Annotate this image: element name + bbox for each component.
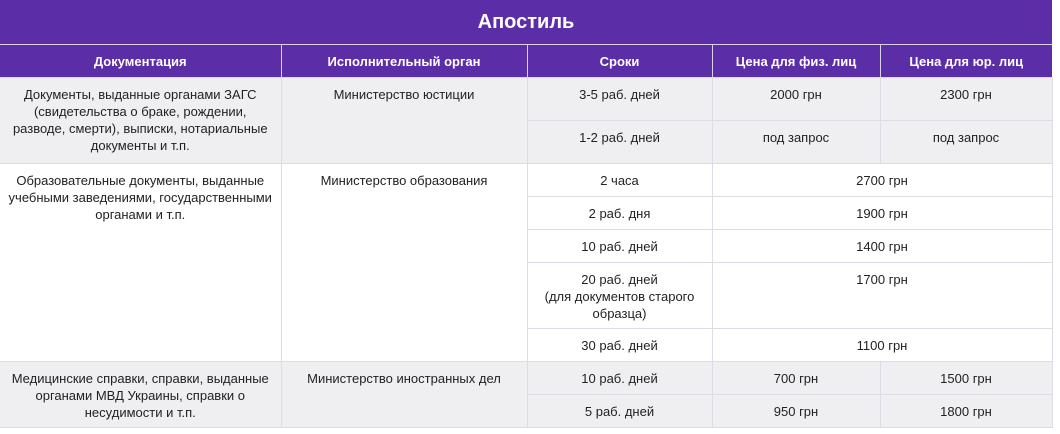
- term-cell: 5 раб. дней: [527, 395, 712, 428]
- table-title: Апостиль: [0, 0, 1052, 44]
- price-common-cell: 2700 грн: [712, 164, 1052, 197]
- price-individual-cell: 950 грн: [712, 395, 880, 428]
- documents-cell: Медицинские справки, справки, выданные органами МВД Украины, справки о несудимости и т.п.: [0, 362, 281, 428]
- price-legal-cell: 2300 грн: [880, 78, 1052, 121]
- documents-cell: Документы, выданные органами ЗАГС (свидетельства о браке, рождении, разводе, смерти), выписки, нотариальные документы и т.п.: [0, 78, 281, 164]
- term-cell: 10 раб. дней: [527, 362, 712, 395]
- term-cell: 1-2 раб. дней: [527, 121, 712, 164]
- price-table: [0, 44, 1053, 428]
- term-cell: 2 часа: [527, 164, 712, 197]
- price-individual-cell: 2000 грн: [712, 78, 880, 121]
- table-row: [0, 164, 1052, 197]
- price-legal-cell: под запрос: [880, 121, 1052, 164]
- term-cell: 30 раб. дней: [527, 329, 712, 362]
- header-row: [0, 45, 1052, 78]
- header-documentation: Документация: [0, 45, 281, 78]
- header-authority: Исполнительный орган: [281, 45, 527, 78]
- authority-cell: Министерство юстиции: [281, 78, 527, 164]
- header-term: Сроки: [527, 45, 712, 78]
- price-common-cell: 1100 грн: [712, 329, 1052, 362]
- price-common-cell: 1400 грн: [712, 230, 1052, 263]
- table-row: [0, 78, 1052, 121]
- authority-cell: Министерство образования: [281, 164, 527, 362]
- term-cell: 3-5 раб. дней: [527, 78, 712, 121]
- table-row: [0, 362, 1052, 395]
- price-individual-cell: 700 грн: [712, 362, 880, 395]
- authority-cell: Министерство иностранных дел: [281, 362, 527, 428]
- term-cell: 10 раб. дней: [527, 230, 712, 263]
- header-price-legal: Цена для юр. лиц: [880, 45, 1052, 78]
- price-legal-cell: 1500 грн: [880, 362, 1052, 395]
- price-common-cell: 1700 грн: [712, 263, 1052, 329]
- price-common-cell: 1900 грн: [712, 197, 1052, 230]
- header-price-individual: Цена для физ. лиц: [712, 45, 880, 78]
- price-individual-cell: под запрос: [712, 121, 880, 164]
- term-cell: 20 раб. дней (для документов старого образца): [527, 263, 712, 329]
- term-cell: 2 раб. дня: [527, 197, 712, 230]
- documents-cell: Образовательные документы, выданные учебными заведениями, государственными органами и т.п.: [0, 164, 281, 362]
- price-legal-cell: 1800 грн: [880, 395, 1052, 428]
